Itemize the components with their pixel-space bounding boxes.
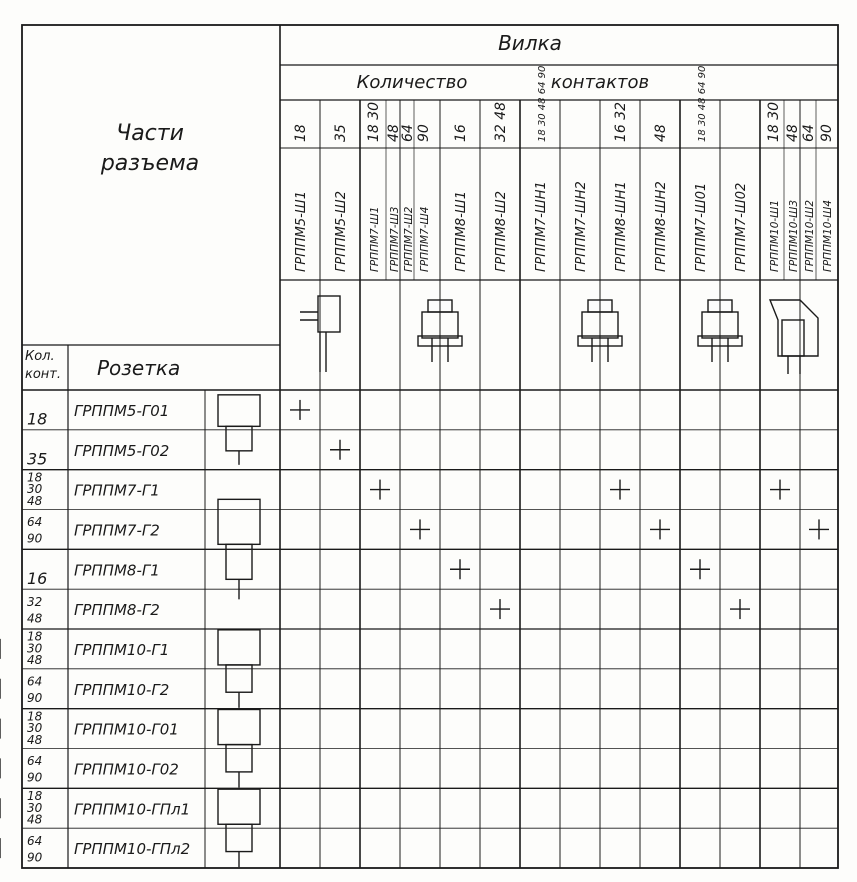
plug-drawing	[770, 300, 818, 374]
compat-mark	[809, 519, 829, 539]
compat-mark	[770, 480, 790, 500]
contacts-value: 16	[27, 568, 48, 588]
compat-mark	[610, 480, 630, 500]
plug-column	[574, 181, 589, 272]
plug-column	[653, 124, 669, 272]
compat-mark	[730, 599, 750, 619]
contacts-value: 18	[27, 470, 43, 485]
compat-mark	[690, 559, 710, 579]
socket-row	[27, 559, 710, 588]
plug-name: ГРППМ10-Ш3	[788, 199, 800, 272]
socket-row	[27, 470, 790, 507]
contacts-value: 48	[27, 653, 43, 668]
plug-column	[801, 124, 817, 272]
compat-mark	[450, 559, 470, 579]
compat-mark	[330, 440, 350, 460]
contacts-value: 18	[27, 789, 43, 804]
contacts-label: 18	[293, 124, 309, 142]
contacts-label: 64	[400, 124, 416, 142]
socket-name: ГРППМ10-Г1	[74, 640, 170, 659]
plug-column	[453, 124, 469, 272]
contacts-value: 64	[27, 833, 43, 848]
contacts-value: 35	[27, 449, 48, 469]
plug-name: ГРППМ8-Ш1	[454, 191, 469, 272]
plug-column	[694, 66, 709, 272]
plug-columns	[293, 66, 835, 272]
contacts-label: 35	[333, 124, 349, 142]
plug-column	[400, 124, 416, 272]
contacts-label: 64	[801, 124, 817, 142]
plug-name: ГРППМ7-Ш02	[734, 182, 749, 272]
contacts-label: 18 30	[766, 101, 782, 142]
contacts-value: 18	[27, 709, 43, 724]
contacts-label: 48	[386, 124, 402, 142]
plug-name: ГРППМ5-Ш1	[294, 191, 309, 272]
plug-name: ГРППМ7-Ш2	[403, 206, 415, 272]
compat-mark	[370, 480, 390, 500]
plug-name: ГРППМ8-Ш2	[494, 191, 509, 272]
kolichestvo-label: Количество	[356, 72, 468, 93]
contacts-value: 90	[27, 691, 43, 706]
socket-name: ГРППМ10-Г02	[74, 760, 179, 779]
contacts-value: 90	[27, 770, 43, 785]
socket-name: ГРППМ8-Г1	[74, 561, 160, 580]
connector-drawings	[218, 296, 818, 867]
plug-name: ГРППМ7-Ш1	[369, 206, 381, 272]
socket-name: ГРППМ8-Г2	[74, 601, 160, 620]
plug-column	[493, 102, 509, 272]
socket-row	[27, 515, 829, 546]
socket-row	[0, 834, 190, 865]
corner-title-line2: разъема	[100, 151, 200, 176]
vilka-header: Вилка	[498, 31, 562, 55]
plug-name: ГРППМ10-Ш1	[769, 199, 781, 272]
contacts-value: 64	[27, 754, 43, 769]
plug-name: ГРППМ10-Ш4	[822, 199, 834, 272]
socket-name: ГРППМ7-Г1	[74, 481, 160, 500]
plug-name: ГРППМ7-ШН1	[534, 181, 549, 272]
plug-column	[613, 102, 629, 272]
kontaktov-label: контактов	[550, 72, 650, 93]
kol-label-line1: Кол.	[25, 349, 55, 364]
contacts-value: 30	[27, 482, 43, 497]
contacts-value: 30	[27, 641, 43, 656]
socket-name: ГРППМ10-ГПл1	[74, 800, 191, 819]
contacts-value: 64	[27, 674, 43, 689]
plug-column	[333, 124, 349, 272]
contacts-value: 48	[27, 493, 43, 508]
plug-name: ГРППМ7-Ш4	[419, 206, 431, 272]
plug-column	[366, 102, 382, 272]
contacts-value: 90	[27, 531, 43, 546]
contacts-value: 64	[27, 515, 43, 530]
contacts-label: 16	[453, 124, 469, 142]
contacts-label: 18 30 48 64 90	[537, 65, 548, 142]
contacts-label: 90	[819, 124, 835, 142]
socket-name: ГРППМ5-Г01	[74, 401, 170, 420]
socket-name: ГРППМ10-Г2	[74, 680, 170, 699]
plug-name: ГРППМ5-Ш2	[334, 191, 349, 272]
contacts-label: 16 32	[613, 101, 629, 142]
compat-mark	[490, 599, 510, 619]
socket-name: ГРППМ10-Г01	[74, 720, 179, 739]
plug-name: ГРППМ7-Ш3	[389, 206, 401, 272]
socket-name: ГРППМ5-Г02	[74, 441, 170, 460]
plug-column	[534, 66, 549, 272]
plug-name: ГРППМ8-ШН1	[614, 181, 629, 272]
socket-row	[0, 709, 179, 746]
contacts-value: 90	[27, 850, 43, 865]
plug-column	[734, 183, 749, 272]
contacts-label: 90	[416, 124, 432, 142]
plug-name: ГРППМ8-ШН2	[654, 181, 669, 272]
contacts-label: 32 48	[493, 101, 509, 142]
contacts-value: 32	[27, 594, 43, 609]
contacts-label: 18 30	[366, 101, 382, 142]
corner-title-line1: Части	[116, 121, 184, 146]
kol-label-line2: конт.	[25, 367, 62, 382]
contacts-value: 30	[27, 800, 43, 815]
socket-row	[0, 630, 169, 667]
contacts-value: 18	[27, 409, 48, 429]
socket-name: ГРППМ10-ГПл2	[74, 840, 191, 859]
contacts-value: 48	[27, 812, 43, 827]
contacts-value: 48	[27, 732, 43, 747]
contacts-label: 48	[785, 124, 801, 142]
contacts-value: 48	[27, 611, 43, 626]
contacts-value: 18	[27, 629, 43, 644]
plug-column	[819, 124, 835, 272]
plug-name: ГРППМ7-ШН2	[574, 181, 589, 272]
plug-column	[766, 102, 782, 272]
socket-name: ГРППМ7-Г2	[74, 521, 160, 540]
socket-row	[27, 400, 310, 429]
compat-mark	[650, 519, 670, 539]
plug-name: ГРППМ7-Ш01	[694, 182, 709, 272]
rozetka-label: Розетка	[97, 356, 181, 380]
socket-row	[27, 440, 350, 469]
compat-mark	[410, 519, 430, 539]
plug-column	[785, 124, 801, 272]
socket-row	[0, 789, 190, 826]
contacts-label: 18 30 48 64 90	[697, 65, 708, 142]
plug-name: ГРППМ10-Ш2	[804, 199, 816, 272]
compat-mark	[290, 400, 310, 420]
socket-row	[0, 674, 169, 705]
contacts-label: 48	[653, 124, 669, 142]
plug-column	[416, 124, 432, 272]
plug-column	[293, 124, 309, 272]
socket-row	[27, 595, 750, 626]
socket-row	[0, 754, 179, 785]
contacts-value: 30	[27, 721, 43, 736]
